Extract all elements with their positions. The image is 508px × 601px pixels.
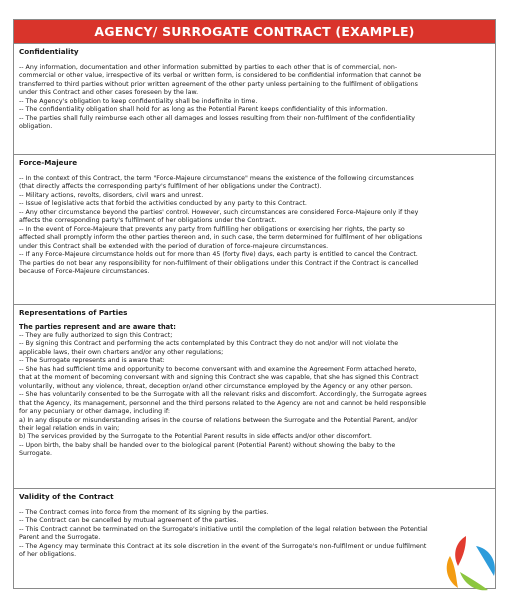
text-line: -- Upon birth, the baby shall be handed over to the biological parent (Potential Parent) without showing the baby to the: [19, 441, 396, 449]
text-line: for any pecuniary or other damage, including if:: [19, 408, 170, 416]
text-line: -- In the context of this Contract, the term "Force-Majeure circumstance" means the existence of the following circumstances: [19, 175, 414, 182]
section-body: [19, 175, 490, 276]
section-title: Representations of Parties: [19, 308, 128, 317]
text-line: b) The services provided by the Surrogate to the Potential Parent results in side effects and/or other discomfort.: [19, 433, 372, 441]
section-title: Validity of the Contract: [19, 492, 114, 501]
text-line: -- This Contract cannot be terminated on the Surrogate's initiative until the completion of the legal relation between the Potential: [19, 525, 428, 533]
text-line: affected shall promptly inform the other parties thereon and, in such case, the term determined for fulfilment of her obligations: [19, 234, 423, 242]
section-validity: [14, 489, 495, 589]
section-title: Confidentiality: [19, 47, 79, 56]
text-line: -- Any other circumstance beyond the parties' control. However, such circumstances are considered Force-Majeure only if they: [19, 208, 419, 216]
text-line: Surrogate.: [19, 450, 52, 458]
text-line: -- In the event of Force-Majeure that prevents any party from fulfilling her obligations or exercising her rights, the party so: [19, 225, 405, 233]
section-representations: [14, 305, 495, 489]
text-line: -- They are fully authorized to sign this Contract;: [19, 332, 173, 339]
text-line: transferred to third parties without prior written agreement of the other party unless pertaining to the fulfilment of obligations: [19, 80, 418, 88]
text-line: voluntarily, without any violence, threat, deception or/and other circumstance employed by the Agency or any other person.: [19, 382, 413, 390]
company-logo: [442, 532, 500, 594]
text-line: Parent and the Surrogate.: [19, 534, 101, 542]
section-confidentiality: [14, 44, 495, 155]
text-line: -- The Surrogate represents and is aware that:: [19, 357, 165, 365]
logo-green-petal: [460, 572, 488, 590]
contract-document: [13, 19, 496, 589]
text-line: applicable laws, their own charters and/or any other regulations;: [19, 348, 224, 356]
text-line: commercial or other value, irrespective of its verbal or written form, is considered to be confidential information that cannot be: [19, 72, 422, 80]
text-line: -- Issue of legislative acts that forbid the activities conducted by any party to this Contract.: [19, 200, 307, 208]
section-title: Force-Majeure: [19, 158, 78, 167]
text-line: -- Military actions, revolts, disorders, civil wars and unrest.: [19, 191, 204, 199]
text-line: because of Force-Majeure circumstances.: [19, 267, 150, 275]
text-line: their legal relation ends in vain;: [19, 424, 120, 432]
text-line: -- She has had sufficient time and opportunity to become conversant with and examine the Agreement Form attached hereto,: [19, 365, 417, 373]
logo-blue-petal: [476, 546, 495, 576]
text-line: that at the moment of becoming conversant with and signing this Contract she was capable, that she has signed this Contract: [19, 374, 419, 382]
text-line: that the Agency, its management, personnel and the third persons related to the Agency are not and cannot be held responsible: [19, 399, 426, 407]
text-line: under this Contract shall be extended with the period of duration of force-majeure circumstances.: [19, 242, 329, 250]
text-line: -- The Contract comes into force from the moment of its signing by the parties.: [19, 509, 269, 516]
text-line: -- The Agency's obligation to keep confidentiality shall be indefinite in time.: [19, 97, 258, 105]
text-line: -- If any Force-Majeure circumstance holds out for more than 45 (forty five) days, each party is entitled to cancel the Contract.: [19, 251, 418, 259]
logo-red-petal: [455, 536, 466, 566]
text-line: -- She has voluntarily consented to be the Surrogate with all the relevant risks and discomfort. Accordingly, the Surrogate agrees: [19, 391, 427, 399]
text-line: of her obligations.: [19, 551, 77, 559]
text-line: affects the corresponding party's fulfilment of her obligations under the Contract.: [19, 217, 277, 225]
text-line: obligation.: [19, 123, 53, 131]
section-body: [19, 509, 490, 560]
section-subheading: The parties represent and are aware that:: [19, 323, 176, 331]
text-line: -- The Contract can be cancelled by mutual agreement of the parties.: [19, 517, 239, 525]
text-line: -- The confidentiality obligation shall hold for as long as the Potential Parent keeps confidentiality of this information.: [19, 106, 388, 114]
text-line: -- The parties shall fully reimburse each other all damages and losses resulting from their non-fulfilment of the confidentiality: [19, 114, 416, 122]
text-line: -- By signing this Contract and performing the acts contemplated by this Contract they do not and/or will not violate the: [19, 340, 399, 348]
section-body: [19, 332, 490, 459]
section-force-majeure: [14, 155, 495, 305]
text-line: a) In any dispute or misunderstanding arises in the course of relations between the Surrogate and the Potential Parent, and/or: [19, 416, 418, 424]
text-line: -- Any information, documentation and other information submitted by parties to each other that is of commercial, non-: [19, 64, 398, 71]
section-body: [19, 64, 490, 132]
text-line: (that directly affects the corresponding party's fulfilment of her obligations under the Contract).: [19, 183, 322, 191]
text-line: -- The Agency may terminate this Contract at its sole discretion in the event of the Surrogate's non-fulfilment or undue fulfilment: [19, 542, 427, 550]
text-line: The parties do not bear any responsibility for non-fulfilment of their obligations under this Contract if the Contract is cancelled: [19, 259, 419, 267]
text-line: under this Contract and other cases foreseen by the law.: [19, 89, 199, 97]
logo-center: [465, 558, 479, 572]
document-title: AGENCY/ SURROGATE CONTRACT (EXAMPLE): [14, 20, 495, 44]
